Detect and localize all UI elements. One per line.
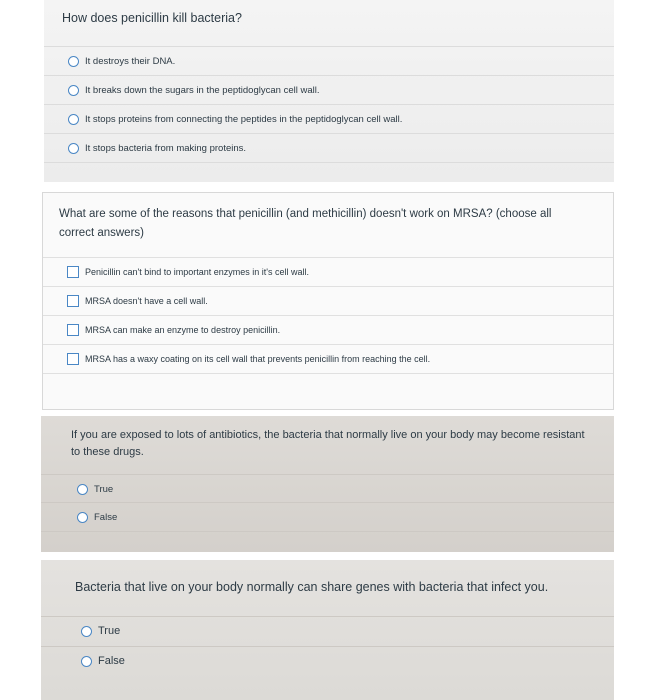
answer-label: MRSA can make an enzyme to destroy penicillin. [85,325,281,335]
checkbox[interactable] [67,353,79,365]
radio-button[interactable] [68,143,79,154]
question-text: If you are exposed to lots of antibiotics, the bacteria that normally live on your body may become resistant to these drugs. [71,429,585,458]
checkbox[interactable] [67,324,79,336]
answer-label: True [98,625,121,637]
question-card-3 [41,416,614,552]
answer-label: Penicillin can't bind to important enzymes in it's cell wall. [85,267,310,277]
question-card-2 [42,192,614,410]
checkbox[interactable] [67,295,79,307]
question-text: How does penicillin kill bacteria? [62,11,242,25]
answer-label: False [94,511,118,523]
answer-label: It stops proteins from connecting the peptides in the peptidoglycan cell wall. [85,113,403,125]
answer-option[interactable] [43,286,613,315]
answer-option[interactable] [43,257,613,286]
answer-option[interactable] [41,502,614,532]
answer-option[interactable] [44,104,614,133]
answer-label: It destroys their DNA. [85,55,176,67]
radio-button[interactable] [81,626,92,637]
answer-option[interactable] [41,474,614,503]
answer-option[interactable] [43,315,613,344]
radio-button[interactable] [68,114,79,125]
answer-label: False [98,655,125,667]
checkbox[interactable] [67,266,79,278]
radio-button[interactable] [68,85,79,96]
answer-label: MRSA doesn't have a cell wall. [85,296,208,306]
answer-label: MRSA has a waxy coating on its cell wall that prevents penicillin from reaching the cell. [85,354,431,364]
question-card-4 [41,560,614,700]
question-text: What are some of the reasons that penicillin (and methicillin) doesn't work on MRSA? (choose all correct answers) [59,208,552,239]
radio-button[interactable] [81,656,92,667]
answer-option[interactable] [41,646,614,675]
answer-option[interactable] [44,46,614,75]
answer-label: It breaks down the sugars in the peptidoglycan cell wall. [85,84,320,96]
answer-option[interactable] [43,344,613,374]
answer-label: True [94,483,114,495]
answer-option[interactable] [41,616,614,645]
radio-button[interactable] [77,484,88,495]
question-text: Bacteria that live on your body normally can share genes with bacteria that infect you. [75,580,549,594]
answer-option[interactable] [44,75,614,104]
question-card-1 [44,0,614,182]
radio-button[interactable] [77,512,88,523]
answer-option[interactable] [44,133,614,163]
answer-label: It stops bacteria from making proteins. [85,142,247,154]
radio-button[interactable] [68,56,79,67]
